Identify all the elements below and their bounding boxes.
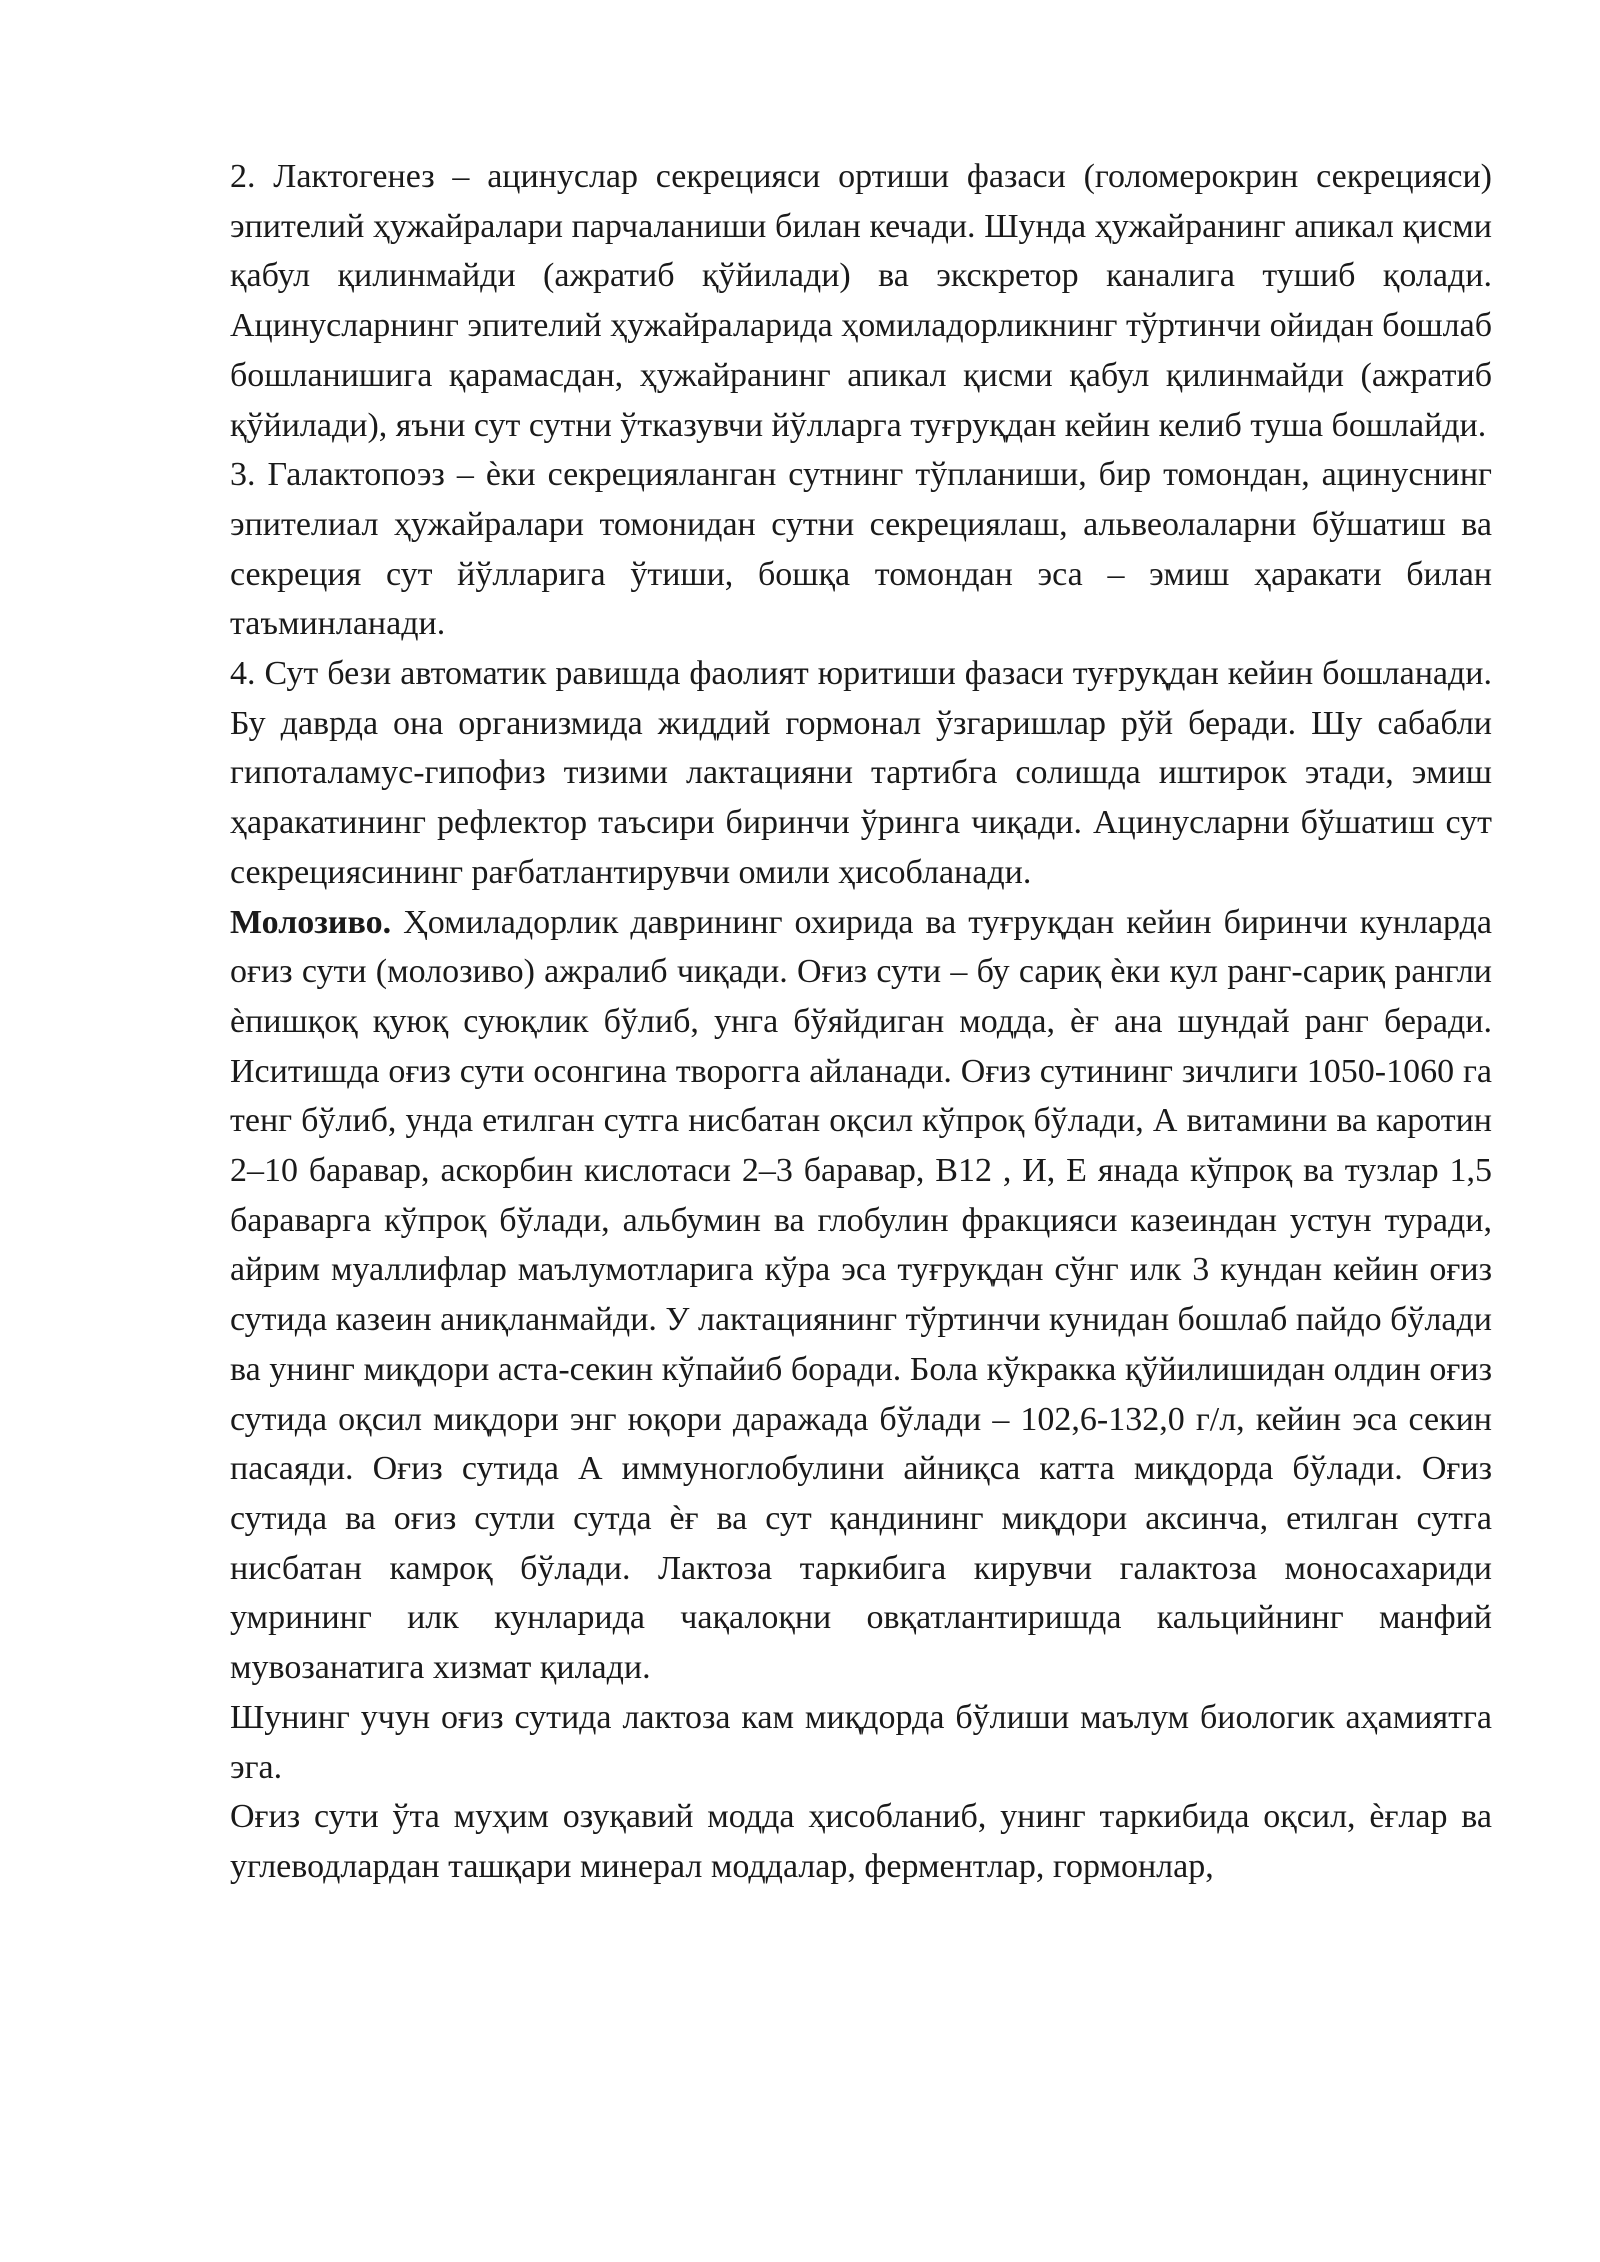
paragraph-text: Ҳомиладорлик даврининг охирида ва туғруқдан кейин биринчи кунларда оғиз сути (молозиво) ажралиб чиқади. Оғиз сути – бу сариқ ѐки кул ранг-сариқ рангли ѐпишқоқ қуюқ суюқлик бўлиб, унга бўяйдиган модда, ѐғ ана шундай ранг беради. Иситишда оғиз сути осонгина творогга айланади. Оғиз сутининг зичлиги 1050-1060 га тенг бўлиб, унда етилган сутга нисбатан оқсил кўпроқ бўлади, А витамини ва каротин 2–10 баравар, аскорбин кислотаси 2–3 баравар, B12 , И, Е янада кўпроқ ва тузлар 1,5 бараварга кўпроқ бўлади, альбумин ва глобулин фракцияси казеиндан устун туради, айрим муаллифлар маълумотларига кўра эса туғруқдан сўнг илк 3 кундан кейин оғиз сутида казеин аниқланмайди. У лактациянинг тўртинчи кунидан бошлаб пайдо бўлади ва унинг миқдори аста-секин кўпайиб боради. Бола кўкракка қўйилишидан олдин оғиз сутида оқсил миқдори энг юқори даражада бўлади – 102,6-132,0 г/л, кейин эса секин пасаяди. Оғиз сутида А иммуноглобулини айниқса катта миқдорда бўлади. Оғиз сутида ва оғиз сутли сутда ѐғ ва сут қандининг миқдори аксинча, етилган сутга нисбатан камроқ бўлади. Лактоза таркибига кирувчи галактоза моносахариди умрининг илк кунларида чақалоқни овқатлантиришда кальцийнинг манфий мувозанатига хизмат қилади. <box>230 903 1492 1687</box>
paragraph-text: 4. Сут бези автоматик равишда фаолият юритиши фазаси туғруқдан кейин бошланади. Бу даврда она организмида жиддий гормонал ўзгаришлар рўй беради. Шу сабабли гипоталамус-гипофиз тизими лактацияни тартибга солишда иштирок этади, эмиш ҳаракатининг рефлектор таъсири биринчи ўринга чиқади. Ацинусларни бўшатиш сут секрециясининг рағбатлантирувчи омили ҳисобланади. <box>230 655 1492 891</box>
paragraph-text: 3. Галактопоэз – ѐки секрецияланган сутнинг тўпланиши, бир томондан, ацинуснинг эпителиал ҳужайралари томонидан сутни секрециялаш, альвеолаларни бўшатиш ва секреция сут йўлларига ўтиши, бошқа томондан эса – эмиш ҳаракати билан таъминланади. <box>230 456 1492 643</box>
paragraph-text: Шунинг учун оғиз сутида лактоза кам миқдорда бўлиши маълум биологик аҳамиятга эга. <box>230 1698 1492 1786</box>
paragraph-galactopoiesis <box>230 450 1492 649</box>
paragraph-automatic-phase <box>230 649 1492 898</box>
paragraph-colostrum <box>230 898 1492 1693</box>
paragraph-text: 2. Лактогенез – ацинуслар секрецияси ортиши фазаси (голомерокрин секрецияси) эпителий ҳужайралари парчаланиши билан кечади. Шунда ҳужайранинг апикал қисми қабул қилинмайди (ажратиб қўйилади) ва экскретор каналига тушиб қолади. Ацинусларнинг эпителий ҳужайраларида ҳомиладорликнинг тўртинчи ойидан бошлаб бошланишига қарамасдан, ҳужайранинг апикал қисми қабул қилинмайди (ажратиб қўйилади), яъни сут сутни ўтказувчи йўлларга туғруқдан кейин келиб туша бошлайди. <box>230 158 1492 444</box>
paragraph-colostrum-nutrition <box>230 1792 1492 1891</box>
paragraph-lactose-note <box>230 1693 1492 1792</box>
document-page <box>230 152 1492 1892</box>
section-heading: Молозиво. <box>230 903 392 941</box>
paragraph-text: Оғиз сути ўта муҳим озуқавий модда ҳисобланиб, унинг таркибида оқсил, ѐғлар ва углеводлардан ташқари минерал моддалар, ферментлар, гормонлар, <box>230 1798 1492 1885</box>
paragraph-lactogenesis <box>230 152 1492 450</box>
